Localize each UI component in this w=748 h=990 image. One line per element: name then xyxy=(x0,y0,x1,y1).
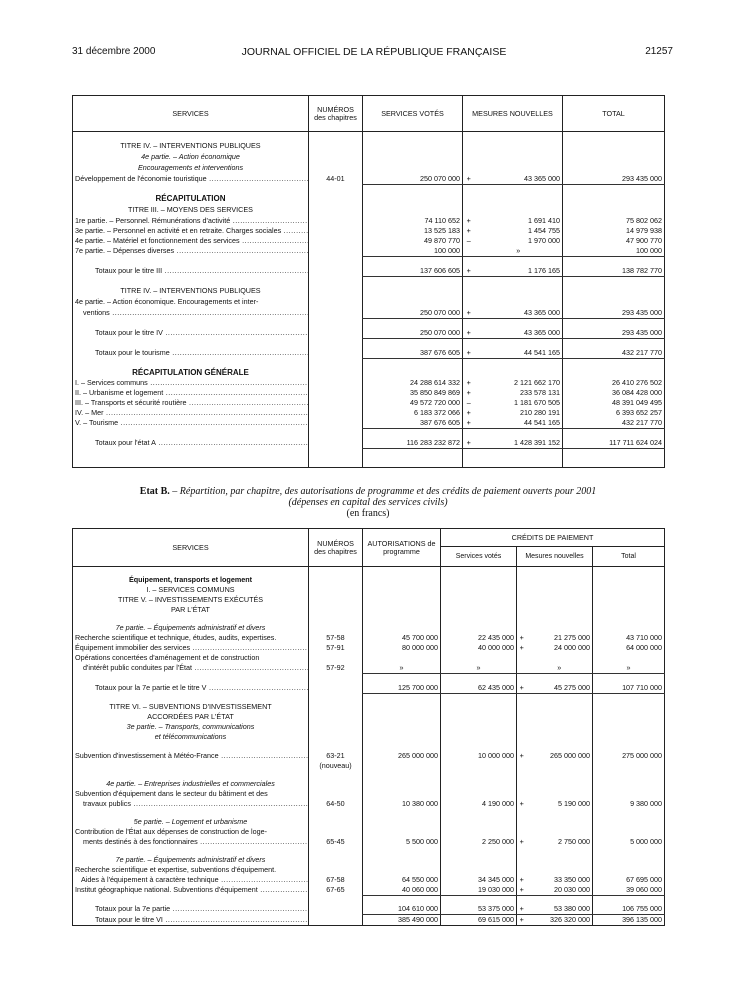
cell-value: 2 250 000 xyxy=(441,837,517,847)
cell-value: 293 435 000 xyxy=(563,327,665,339)
chapter-number: 67-65 xyxy=(309,885,363,896)
col-total: TOTAL xyxy=(563,96,665,132)
part-title: 7e partie. – Équipements administratif et divers xyxy=(115,855,266,864)
cell-value: 33 350 000 xyxy=(554,875,590,884)
row-label: IV. – Mer ..... xyxy=(73,408,309,418)
cell-value: 5 000 000 xyxy=(593,837,665,847)
cell-value: 6 183 372 066 xyxy=(363,408,463,418)
cell-sign: + xyxy=(517,875,527,885)
row-label: II. – Urbanisme et logement ..... xyxy=(73,388,309,398)
cell-sign: + xyxy=(463,307,475,319)
row-label: travaux publics ..... xyxy=(73,799,309,809)
cell-sign: + xyxy=(517,750,527,761)
cell-sign: + xyxy=(463,437,475,449)
col-services: SERVICES xyxy=(73,96,309,132)
cell-value: » xyxy=(527,663,593,674)
cell-value: 44 541 165 xyxy=(475,347,563,359)
part-subtitle: Encouragements et interventions xyxy=(137,163,244,172)
etat-b-subtitle: (dépenses en capital des services civils) xyxy=(288,497,448,508)
cell-value: 138 782 770 xyxy=(563,265,665,277)
row-label: Développement de l'économie touristique ..... xyxy=(73,173,309,185)
section-title: I. – SERVICES COMMUNS xyxy=(146,585,235,594)
cell-sign: + xyxy=(517,799,527,809)
cell-sign: – xyxy=(463,398,475,408)
row-label: Subvention d'équipement dans le secteur du bâtiment et des xyxy=(75,789,268,798)
part-title: 5e partie. – Logement et urbanisme xyxy=(133,817,248,826)
cell-value: 74 110 652 xyxy=(363,215,463,226)
section-title: RÉCAPITULATION GÉNÉRALE xyxy=(132,368,249,377)
row-label: V. – Tourisme ..... xyxy=(73,418,309,429)
cell-sign: + xyxy=(463,378,475,388)
cell-value: » xyxy=(475,246,563,257)
cell-value: 387 676 605 xyxy=(363,418,463,429)
cell-value: 396 135 000 xyxy=(593,915,665,926)
cell-value: 69 615 000 xyxy=(441,915,517,926)
row-label: Équipement immobilier des services ..... xyxy=(73,643,309,653)
recap-table xyxy=(72,95,665,468)
cell-value: 1 181 670 505 xyxy=(514,398,560,407)
row-label: Recherche scientifique et expertise, subventions d'équipement. xyxy=(75,865,277,874)
cell-value: 62 435 000 xyxy=(441,682,517,694)
page-number: 21257 xyxy=(645,46,673,57)
chapter-number: 67-58 xyxy=(309,875,363,885)
cell-value: 104 610 000 xyxy=(363,904,441,915)
cell-sign: + xyxy=(517,915,527,926)
row-label: III. – Transports et sécurité routière ..... xyxy=(73,398,309,408)
cell-value: 5 190 000 xyxy=(558,799,590,808)
row-label: Opérations concertées d'aménagement et de construction xyxy=(75,653,260,662)
row-label: I. – Services communs ..... xyxy=(73,378,309,388)
cell-value: 432 217 770 xyxy=(563,418,665,429)
cell-value: 64 000 000 xyxy=(593,643,665,653)
cell-value: 326 320 000 xyxy=(550,915,590,924)
cell-value: 48 391 049 495 xyxy=(563,398,665,408)
col-services: SERVICES xyxy=(73,529,309,567)
cell-sign xyxy=(517,663,527,674)
row-label: 4e partie. – Matériel et fonctionnement des services ..... xyxy=(73,236,309,246)
section-title: TITRE III. – MOYENS DES SERVICES xyxy=(128,205,253,214)
cell-value: 49 870 770 xyxy=(363,236,463,246)
total-label: Totaux pour le tourisme ..... xyxy=(73,347,309,359)
section-title: TITRE V. – INVESTISSEMENTS EXÉCUTÉS xyxy=(117,595,264,604)
total-label: Totaux pour le titre VI ..... xyxy=(73,915,309,926)
cell-sign: + xyxy=(463,173,475,185)
cell-sign: + xyxy=(517,904,527,915)
col-services-votes: Services votés xyxy=(441,547,517,567)
cell-value: 36 084 428 000 xyxy=(563,388,665,398)
total-label: Totaux pour le titre IV ..... xyxy=(73,327,309,339)
cell-value: 117 711 624 024 xyxy=(563,437,665,449)
cell-value: 1 970 000 xyxy=(528,236,560,245)
cell-value: 233 578 131 xyxy=(520,388,560,397)
cell-sign: + xyxy=(463,388,475,398)
cell-value: 1 454 755 xyxy=(528,226,560,235)
row-label: Institut géographique national. Subventions d'équipement ..... xyxy=(73,885,309,896)
cell-value: 1 691 410 xyxy=(528,216,560,225)
row-label: ventions ..... xyxy=(73,307,309,319)
cell-value: 43 365 000 xyxy=(475,307,563,319)
row-label: Contribution de l'État aux dépenses de construction de loge- xyxy=(75,827,267,836)
cell-value: 43 365 000 xyxy=(475,327,563,339)
total-label: Totaux pour le titre III ..... xyxy=(73,265,309,277)
part-title: 7e partie. – Équipements administratif et divers xyxy=(115,623,266,632)
chapter-number: 63-21 xyxy=(309,750,363,761)
section-title: RÉCAPITULATION xyxy=(155,194,226,203)
cell-value: 100 000 xyxy=(363,246,463,257)
cell-value: 45 275 000 xyxy=(527,682,593,694)
part-subtitle: et télécommunications xyxy=(154,732,227,741)
etat-b-unit: (en francs) xyxy=(346,508,390,519)
cell-value: 24 000 000 xyxy=(554,643,590,652)
chapter-number: 64-50 xyxy=(309,799,363,809)
cell-value: 100 000 xyxy=(563,246,665,257)
cell-value: 64 550 000 xyxy=(363,875,441,885)
cell-value: 75 802 062 xyxy=(563,215,665,226)
cell-sign xyxy=(463,246,475,257)
col-services-votes: SERVICES VOTÉS xyxy=(363,96,463,132)
row-label: 7e partie. – Dépenses diverses ..... xyxy=(73,246,309,257)
cell-value: » xyxy=(593,663,665,674)
etat-b-text: – Répartition, par chapitre, des autorisations de programme et des crédits de paiement ouverts pour 2001 xyxy=(169,486,597,497)
cell-sign: + xyxy=(517,643,527,653)
cell-value: 1 176 165 xyxy=(475,265,563,277)
cell-value: 385 490 000 xyxy=(363,915,441,926)
cell-value: » xyxy=(441,663,517,674)
cell-value: 10 000 000 xyxy=(441,750,517,761)
total-label: Totaux pour la 7e partie ..... xyxy=(73,904,309,915)
cell-sign: + xyxy=(463,347,475,359)
cell-value: 47 900 770 xyxy=(563,236,665,246)
journal-title: JOURNAL OFFICIEL DE LA RÉPUBLIQUE FRANÇAISE xyxy=(241,46,507,58)
cell-value: 35 850 849 869 xyxy=(363,388,463,398)
cell-value: 293 435 000 xyxy=(563,307,665,319)
cell-sign: + xyxy=(517,837,527,847)
row-label: d'intérêt public conduites par l'État ..... xyxy=(73,663,309,674)
cell-value: 265 000 000 xyxy=(363,750,441,761)
chapter-note: (nouveau) xyxy=(309,761,363,771)
cell-value: 44 541 165 xyxy=(475,418,563,429)
part-title: 4e partie. – Entreprises industrielles et commerciales xyxy=(106,779,275,788)
cell-value: 250 070 000 xyxy=(363,173,463,185)
cell-value: 106 755 000 xyxy=(593,904,665,915)
cell-sign: + xyxy=(463,418,475,429)
chapter-number: 57-92 xyxy=(309,663,363,674)
cell-value: 13 525 183 xyxy=(363,226,463,236)
chapter-number: 57-91 xyxy=(309,643,363,653)
cell-sign: + xyxy=(463,327,475,339)
col-mesures-nouvelles: MESURES NOUVELLES xyxy=(463,96,563,132)
cell-value: 6 393 652 257 xyxy=(563,408,665,418)
row-label: Aides à l'équipement à caractère technique ..... xyxy=(73,875,309,885)
ministry-title: Équipement, transports et logement xyxy=(128,575,252,584)
row-label: Recherche scientifique et technique, études, audits, expertises. xyxy=(75,633,277,642)
cell-value: 22 435 000 xyxy=(441,633,517,643)
cell-value: 20 030 000 xyxy=(527,885,593,896)
cell-value: 265 000 000 xyxy=(550,751,590,760)
cell-value: 432 217 770 xyxy=(563,347,665,359)
col-chapitres: NUMÉROS des chapitres xyxy=(309,96,363,132)
cell-value: 137 606 605 xyxy=(363,265,463,277)
row-label: 4e partie. – Action économique. Encouragements et inter- xyxy=(75,297,259,306)
cell-value: 210 280 191 xyxy=(520,408,560,417)
cell-value: 19 030 000 xyxy=(441,885,517,896)
cell-value: 26 410 276 502 xyxy=(563,378,665,388)
chapter-number: 57-58 xyxy=(309,633,363,643)
cell-sign: – xyxy=(463,236,475,246)
section-title: TITRE IV. – INTERVENTIONS PUBLIQUES xyxy=(120,286,261,295)
cell-value: 45 700 000 xyxy=(363,633,441,643)
header-date: 31 décembre 2000 xyxy=(72,46,156,57)
etat-b-label: Etat B. xyxy=(139,486,170,497)
chapter-number: 44-01 xyxy=(309,173,363,185)
cell-value: 250 070 000 xyxy=(363,327,463,339)
cell-value: 80 000 000 xyxy=(363,643,441,653)
cell-value: 43 710 000 xyxy=(593,633,665,643)
part-title: 3e partie. – Transports, communications xyxy=(126,722,255,731)
row-label: 3e partie. – Personnel en activité et en retraite. Charges sociales ..... xyxy=(73,226,309,236)
row-label: ments destinés à des fonctionnaires ..... xyxy=(73,837,309,847)
part-title: 4e partie. – Action économique xyxy=(141,152,240,161)
cell-value: 250 070 000 xyxy=(363,307,463,319)
col-credits: CRÉDITS DE PAIEMENT xyxy=(441,529,665,547)
cell-value: 125 700 000 xyxy=(363,682,441,694)
cell-value: 39 060 000 xyxy=(593,885,665,896)
cell-value: 275 000 000 xyxy=(593,750,665,761)
col-chapitres: NUMÉROS des chapitres xyxy=(309,529,363,567)
cell-value: 2 121 662 170 xyxy=(514,378,560,387)
cell-value: » xyxy=(363,663,441,674)
cell-value: 40 060 000 xyxy=(363,885,441,896)
cell-value: 387 676 605 xyxy=(363,347,463,359)
cell-value: 24 288 614 332 xyxy=(363,378,463,388)
cell-value: 53 375 000 xyxy=(441,904,517,915)
cell-value: 49 572 720 000 xyxy=(363,398,463,408)
cell-sign: + xyxy=(463,226,475,236)
cell-sign: + xyxy=(463,215,475,226)
cell-value: 34 345 000 xyxy=(441,875,517,885)
cell-sign: + xyxy=(517,682,527,694)
section-title: ACCORDÉES PAR L'ÉTAT xyxy=(147,712,234,721)
total-label: Totaux pour l'état A ..... xyxy=(73,437,309,449)
cell-value: 10 380 000 xyxy=(363,799,441,809)
section-title: TITRE IV. – INTERVENTIONS PUBLIQUES xyxy=(120,141,261,150)
cell-value: 4 190 000 xyxy=(441,799,517,809)
total-label: Totaux pour la 7e partie et le titre V ..... xyxy=(73,682,309,694)
cell-value: 43 365 000 xyxy=(475,173,563,185)
col-total: Total xyxy=(593,547,665,567)
etat-b-title xyxy=(72,486,664,519)
cell-sign: + xyxy=(517,633,527,643)
cell-sign: + xyxy=(517,885,527,896)
cell-value: 293 435 000 xyxy=(563,173,665,185)
cell-value: 116 283 232 872 xyxy=(363,437,463,449)
etat-b-table xyxy=(72,528,665,926)
cell-sign: + xyxy=(463,265,475,277)
cell-value: 5 500 000 xyxy=(363,837,441,847)
cell-value: 2 750 000 xyxy=(558,837,590,846)
col-autorisations: AUTORISATIONS de programme xyxy=(363,529,441,567)
cell-value: 67 695 000 xyxy=(593,875,665,885)
row-label: 1re partie. – Personnel. Rémunérations d'activité ..... xyxy=(73,215,309,226)
cell-value: 40 000 000 xyxy=(441,643,517,653)
cell-sign: + xyxy=(463,408,475,418)
cell-value: 21 275 000 xyxy=(554,633,590,642)
cell-value: 107 710 000 xyxy=(593,682,665,694)
cell-value: 14 979 938 xyxy=(563,226,665,236)
cell-value: 53 380 000 xyxy=(527,904,593,915)
row-label: Subvention d'investissement à Météo-France ..... xyxy=(73,750,309,761)
cell-value: 1 428 391 152 xyxy=(475,437,563,449)
cell-value: 9 380 000 xyxy=(593,799,665,809)
section-title: TITRE VI. – SUBVENTIONS D'INVESTISSEMENT xyxy=(109,702,272,711)
chapter-number: 65-45 xyxy=(309,837,363,847)
section-title: PAR L'ÉTAT xyxy=(171,605,210,614)
col-mesures-nouvelles: Mesures nouvelles xyxy=(517,547,593,567)
